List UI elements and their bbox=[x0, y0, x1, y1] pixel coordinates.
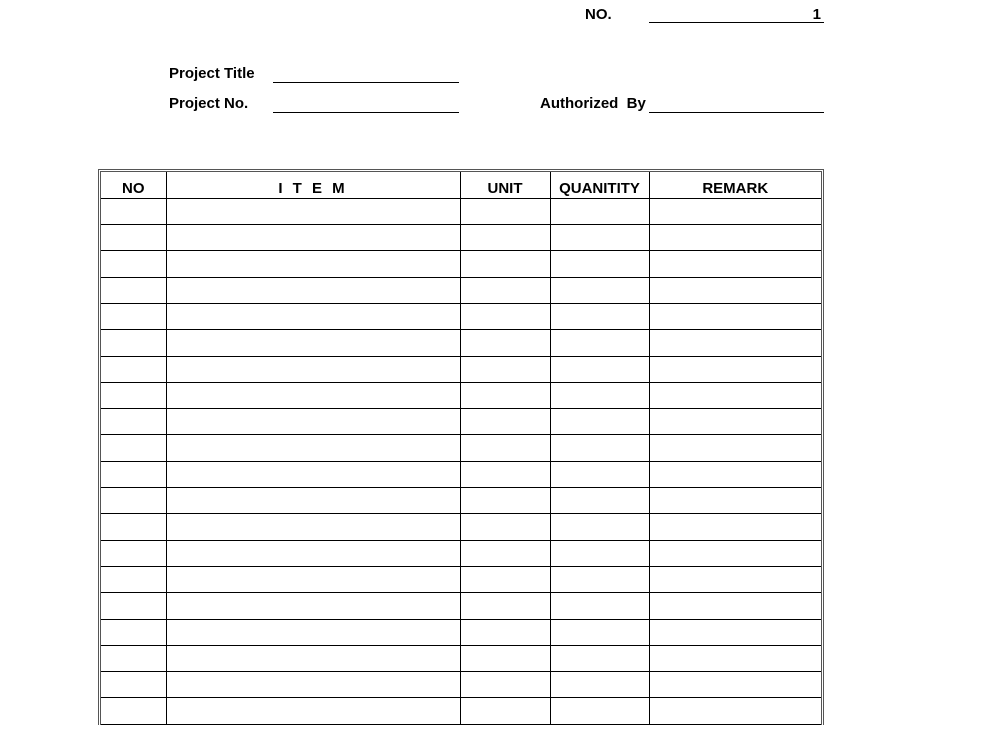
cell-no[interactable] bbox=[101, 356, 166, 382]
table-row bbox=[101, 409, 821, 435]
table-row bbox=[101, 540, 821, 566]
table-row bbox=[101, 225, 821, 251]
column-header-no: NO bbox=[101, 172, 166, 198]
table-row bbox=[101, 330, 821, 356]
cell-quantity[interactable] bbox=[550, 488, 649, 514]
cell-unit[interactable] bbox=[460, 356, 550, 382]
cell-remark[interactable] bbox=[649, 225, 821, 251]
cell-quantity[interactable] bbox=[550, 672, 649, 698]
cell-item[interactable] bbox=[166, 356, 460, 382]
cell-item[interactable] bbox=[166, 225, 460, 251]
cell-unit[interactable] bbox=[460, 619, 550, 645]
cell-item[interactable] bbox=[166, 382, 460, 408]
cell-remark[interactable] bbox=[649, 540, 821, 566]
cell-item[interactable] bbox=[166, 461, 460, 487]
cell-quantity[interactable] bbox=[550, 382, 649, 408]
cell-item[interactable] bbox=[166, 540, 460, 566]
table-row bbox=[101, 488, 821, 514]
table-row bbox=[101, 435, 821, 461]
cell-quantity[interactable] bbox=[550, 198, 649, 224]
cell-quantity[interactable] bbox=[550, 645, 649, 671]
cell-item[interactable] bbox=[166, 198, 460, 224]
cell-quantity[interactable] bbox=[550, 225, 649, 251]
cell-unit[interactable] bbox=[460, 514, 550, 540]
document-number-value: 1 bbox=[812, 6, 821, 23]
table-body bbox=[101, 198, 821, 724]
table-header-row bbox=[101, 172, 821, 198]
cell-no[interactable] bbox=[101, 672, 166, 698]
cell-unit[interactable] bbox=[460, 198, 550, 224]
cell-item[interactable] bbox=[166, 698, 460, 724]
cell-quantity[interactable] bbox=[550, 277, 649, 303]
cell-remark[interactable] bbox=[649, 435, 821, 461]
table-row bbox=[101, 251, 821, 277]
cell-quantity[interactable] bbox=[550, 303, 649, 329]
cell-quantity[interactable] bbox=[550, 619, 649, 645]
cell-item[interactable] bbox=[166, 277, 460, 303]
cell-no[interactable] bbox=[101, 514, 166, 540]
cell-item[interactable] bbox=[166, 593, 460, 619]
cell-no[interactable] bbox=[101, 698, 166, 724]
cell-remark[interactable] bbox=[649, 356, 821, 382]
table-row bbox=[101, 566, 821, 592]
cell-remark[interactable] bbox=[649, 514, 821, 540]
cell-item[interactable] bbox=[166, 566, 460, 592]
cell-quantity[interactable] bbox=[550, 435, 649, 461]
cell-no[interactable] bbox=[101, 488, 166, 514]
project-title-field[interactable] bbox=[273, 82, 459, 83]
cell-remark[interactable] bbox=[649, 488, 821, 514]
cell-quantity[interactable] bbox=[550, 461, 649, 487]
cell-remark[interactable] bbox=[649, 382, 821, 408]
cell-unit[interactable] bbox=[460, 382, 550, 408]
cell-remark[interactable] bbox=[649, 409, 821, 435]
cell-no[interactable] bbox=[101, 619, 166, 645]
cell-quantity[interactable] bbox=[550, 698, 649, 724]
table-row bbox=[101, 461, 821, 487]
cell-no[interactable] bbox=[101, 540, 166, 566]
cell-remark[interactable] bbox=[649, 645, 821, 671]
cell-quantity[interactable] bbox=[550, 593, 649, 619]
cell-no[interactable] bbox=[101, 382, 166, 408]
cell-item[interactable] bbox=[166, 645, 460, 671]
project-no-field[interactable] bbox=[273, 112, 459, 113]
cell-remark[interactable] bbox=[649, 277, 821, 303]
cell-no[interactable] bbox=[101, 277, 166, 303]
table-row bbox=[101, 356, 821, 382]
items-table bbox=[101, 172, 821, 725]
cell-no[interactable] bbox=[101, 566, 166, 592]
cell-unit[interactable] bbox=[460, 488, 550, 514]
cell-remark[interactable] bbox=[649, 698, 821, 724]
table-row bbox=[101, 382, 821, 408]
cell-item[interactable] bbox=[166, 330, 460, 356]
cell-remark[interactable] bbox=[649, 461, 821, 487]
cell-unit[interactable] bbox=[460, 593, 550, 619]
table-row bbox=[101, 619, 821, 645]
cell-quantity[interactable] bbox=[550, 540, 649, 566]
cell-quantity[interactable] bbox=[550, 409, 649, 435]
cell-quantity[interactable] bbox=[550, 330, 649, 356]
cell-remark[interactable] bbox=[649, 566, 821, 592]
table-row bbox=[101, 198, 821, 224]
table-row bbox=[101, 593, 821, 619]
cell-quantity[interactable] bbox=[550, 251, 649, 277]
cell-remark[interactable] bbox=[649, 251, 821, 277]
cell-item[interactable] bbox=[166, 435, 460, 461]
column-header-remark: REMARK bbox=[649, 172, 821, 198]
cell-remark[interactable] bbox=[649, 593, 821, 619]
cell-unit[interactable] bbox=[460, 303, 550, 329]
items-table-frame bbox=[98, 169, 824, 725]
document-number-field[interactable] bbox=[649, 5, 824, 23]
cell-item[interactable] bbox=[166, 251, 460, 277]
cell-no[interactable] bbox=[101, 198, 166, 224]
column-header-quantity: QUANITITY bbox=[550, 172, 649, 198]
cell-no[interactable] bbox=[101, 330, 166, 356]
table-row bbox=[101, 698, 821, 724]
cell-remark[interactable] bbox=[649, 303, 821, 329]
cell-item[interactable] bbox=[166, 488, 460, 514]
table-row bbox=[101, 645, 821, 671]
cell-item[interactable] bbox=[166, 619, 460, 645]
cell-no[interactable] bbox=[101, 645, 166, 671]
cell-unit[interactable] bbox=[460, 461, 550, 487]
cell-unit[interactable] bbox=[460, 435, 550, 461]
cell-no[interactable] bbox=[101, 593, 166, 619]
project-title-label: Project Title bbox=[169, 65, 255, 82]
cell-item[interactable] bbox=[166, 303, 460, 329]
table-row bbox=[101, 303, 821, 329]
cell-remark[interactable] bbox=[649, 198, 821, 224]
cell-item[interactable] bbox=[166, 514, 460, 540]
cell-remark[interactable] bbox=[649, 619, 821, 645]
authorized-by-label: Authorized By bbox=[540, 95, 646, 112]
cell-unit[interactable] bbox=[460, 672, 550, 698]
cell-unit[interactable] bbox=[460, 251, 550, 277]
project-no-label: Project No. bbox=[169, 95, 249, 112]
cell-item[interactable] bbox=[166, 672, 460, 698]
authorized-by-field[interactable] bbox=[649, 112, 824, 113]
cell-remark[interactable] bbox=[649, 330, 821, 356]
cell-quantity[interactable] bbox=[550, 514, 649, 540]
cell-no[interactable] bbox=[101, 461, 166, 487]
cell-unit[interactable] bbox=[460, 225, 550, 251]
cell-no[interactable] bbox=[101, 251, 166, 277]
cell-quantity[interactable] bbox=[550, 356, 649, 382]
table-row bbox=[101, 514, 821, 540]
cell-remark[interactable] bbox=[649, 672, 821, 698]
cell-quantity[interactable] bbox=[550, 566, 649, 592]
cell-item[interactable] bbox=[166, 409, 460, 435]
table-row bbox=[101, 672, 821, 698]
document-number-label: NO. bbox=[585, 6, 612, 23]
table-row bbox=[101, 277, 821, 303]
cell-unit[interactable] bbox=[460, 409, 550, 435]
cell-unit[interactable] bbox=[460, 277, 550, 303]
cell-unit[interactable] bbox=[460, 566, 550, 592]
cell-no[interactable] bbox=[101, 435, 166, 461]
column-header-item: I T E M bbox=[166, 172, 460, 198]
cell-unit[interactable] bbox=[460, 330, 550, 356]
cell-no[interactable] bbox=[101, 225, 166, 251]
cell-no[interactable] bbox=[101, 303, 166, 329]
cell-unit[interactable] bbox=[460, 540, 550, 566]
column-header-unit: UNIT bbox=[460, 172, 550, 198]
cell-unit[interactable] bbox=[460, 698, 550, 724]
cell-no[interactable] bbox=[101, 409, 166, 435]
cell-unit[interactable] bbox=[460, 645, 550, 671]
